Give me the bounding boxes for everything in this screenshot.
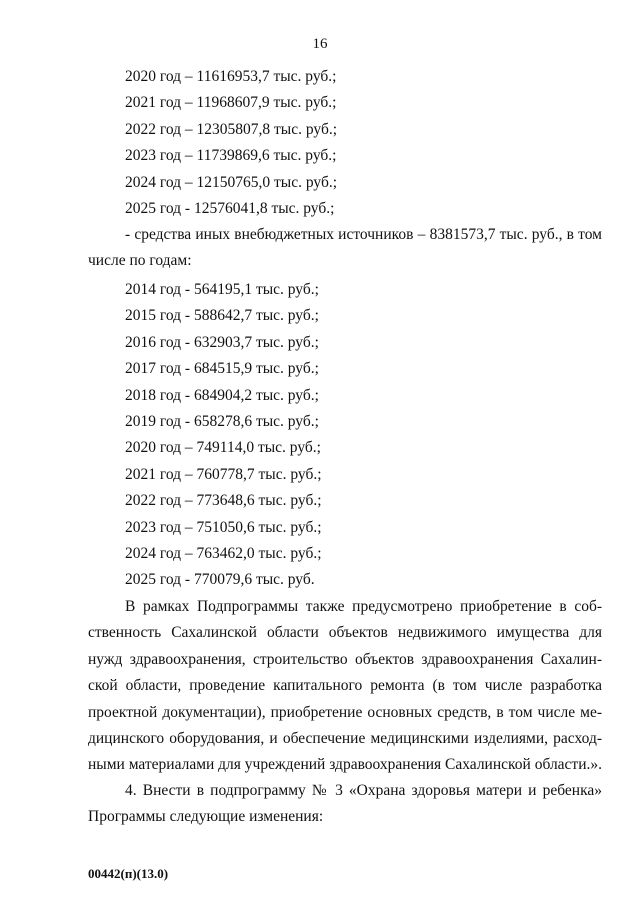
list-item: 2015 год - 588642,7 тыс. руб.; xyxy=(125,307,319,325)
page-number: 16 xyxy=(312,36,328,52)
list-item: 2023 год – 751050,6 тыс. руб.; xyxy=(125,518,322,536)
list-item: 2023 год – 11739869,6 тыс. руб.; xyxy=(125,147,337,165)
list-item: 2022 год – 773648,6 тыс. руб.; xyxy=(125,492,322,510)
paragraph-line: В рамках Подпрограммы также предусмотрено приобретение в соб- xyxy=(125,598,602,615)
paragraph-line: проектной документации), приобретение основных средств, в том числе ме- xyxy=(88,703,602,721)
paragraph-line: ственность Сахалинской области объектов недвижимого имущества для xyxy=(88,624,602,642)
document-code: 00442(п)(13.0) xyxy=(88,866,169,881)
paragraph-line: нужд здравоохранения, строительство объектов здравоохранения Сахалин- xyxy=(88,650,602,668)
list-item: 2014 год - 564195,1 тыс. руб.; xyxy=(125,281,319,298)
list-item: 2024 год – 12150765,0 тыс. руб.; xyxy=(125,173,338,191)
list-item: 2020 год – 11616953,7 тыс. руб.; xyxy=(125,68,337,85)
item-4-paragraph xyxy=(88,778,602,831)
list-item: 2024 год – 763462,0 тыс. руб.; xyxy=(125,544,322,562)
paragraph-line: ской области, проведение капитального ремонта (в том числе разработка xyxy=(88,677,602,695)
paragraph-line: дицинского оборудования, и обеспечение медицинскими изделиями, расход- xyxy=(88,729,602,747)
paragraph-line: - средства иных внебюджетных источников – 8381573,7 тыс. руб., в том xyxy=(125,226,602,243)
list-item: 2020 год – 749114,0 тыс. руб.; xyxy=(125,439,321,457)
budget-years-list xyxy=(125,64,337,222)
list-item: 2022 год – 12305807,8 тыс. руб.; xyxy=(125,120,338,138)
list-item: 2025 год - 12576041,8 тыс. руб.; xyxy=(125,199,335,217)
list-item: 2018 год - 684904,2 тыс. руб.; xyxy=(125,386,319,404)
list-item: 2019 год - 658278,6 тыс. руб.; xyxy=(125,412,319,430)
list-item: 2021 год – 11968607,9 тыс. руб.; xyxy=(125,94,337,112)
paragraph-line: 4. Внести в подпрограмму № 3 «Охрана здоровья матери и ребенка» xyxy=(125,782,602,799)
list-item: 2016 год - 632903,7 тыс. руб.; xyxy=(125,333,319,351)
paragraph-line: числе по годам: xyxy=(88,252,192,270)
subprogram-paragraph xyxy=(88,594,602,779)
extrabudget-intro-paragraph xyxy=(88,222,602,275)
list-item: 2025 год - 770079,6 тыс. руб. xyxy=(125,571,315,589)
list-item: 2021 год – 760778,7 тыс. руб.; xyxy=(125,465,322,483)
paragraph-line: Программы следующие изменения: xyxy=(88,808,324,826)
paragraph-line: ными материалами для учреждений здравоохранения Сахалинской области.». xyxy=(88,756,603,774)
extrabudget-years-list xyxy=(125,277,322,594)
list-item: 2017 год - 684515,9 тыс. руб.; xyxy=(125,360,319,378)
